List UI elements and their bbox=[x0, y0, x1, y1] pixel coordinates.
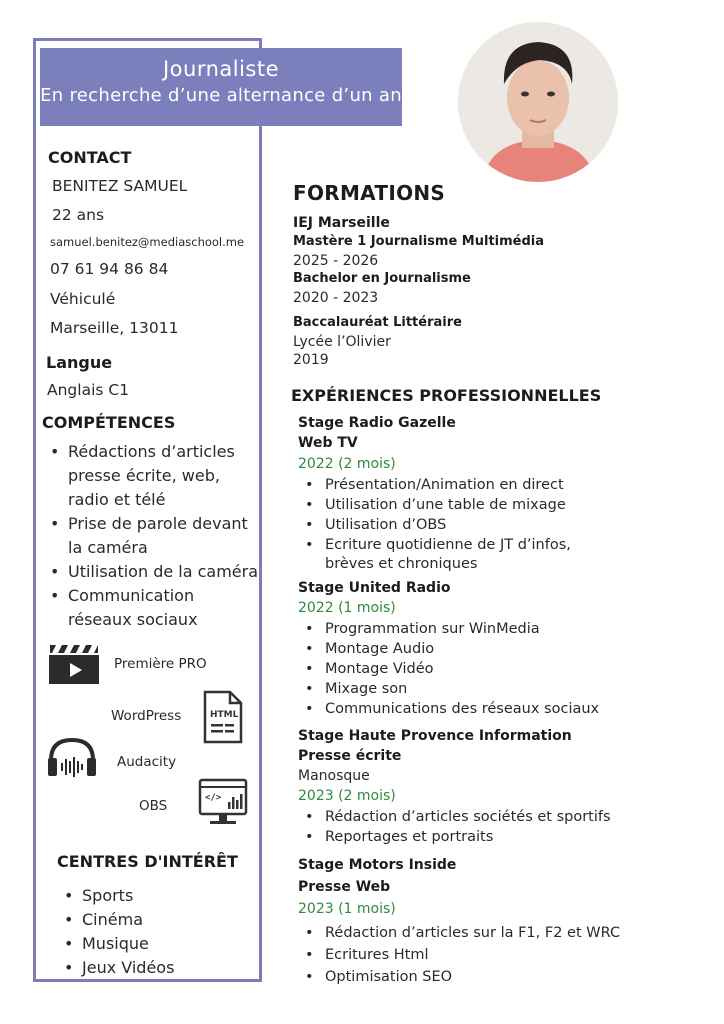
list-item: • Jeux Vidéos bbox=[82, 956, 174, 980]
list-item: • Communication réseaux sociaux bbox=[68, 584, 218, 632]
exp1-title: Stage Radio Gazelle bbox=[298, 415, 456, 431]
list-item: • Communications des réseaux sociaux bbox=[325, 699, 599, 719]
job-subtitle: En recherche d’une alternance d’un an bbox=[40, 85, 402, 106]
interets-list bbox=[62, 884, 174, 980]
exp1-list bbox=[293, 475, 571, 555]
exp3-subtitle: Presse écrite bbox=[298, 748, 402, 764]
contact-heading: CONTACT bbox=[48, 148, 132, 167]
exp3-list bbox=[293, 807, 611, 847]
experiences-heading: EXPÉRIENCES PROFESSIONNELLES bbox=[291, 386, 602, 405]
list-item: • Utilisation d’une table de mixage bbox=[325, 495, 571, 515]
formation-school: IEJ Marseille bbox=[293, 215, 390, 231]
list-item: • Prise de parole devant la caméra bbox=[68, 512, 248, 560]
exp2-title: Stage United Radio bbox=[298, 580, 451, 596]
exp2-date: 2022 (1 mois) bbox=[298, 600, 396, 616]
contact-phone[interactable]: 07 61 94 86 84 bbox=[50, 260, 169, 278]
competences-heading: COMPÉTENCES bbox=[42, 413, 176, 432]
svg-text:HTML: HTML bbox=[210, 710, 239, 720]
list-item: • Musique bbox=[82, 932, 174, 956]
exp2-list bbox=[293, 619, 599, 719]
formation-years3: 2019 bbox=[293, 352, 329, 368]
list-item: • Mixage son bbox=[325, 679, 599, 699]
list-item: • Optimisation SEO bbox=[325, 966, 620, 988]
list-item: • Utilisation de la caméra bbox=[68, 560, 264, 584]
exp1-date: 2022 (2 mois) bbox=[298, 456, 396, 472]
list-item: • Rédaction d’articles sur la F1, F2 et WRC bbox=[325, 922, 620, 944]
exp4-list bbox=[293, 922, 620, 988]
job-title: Journaliste bbox=[162, 57, 280, 81]
exp4-subtitle: Presse Web bbox=[298, 879, 391, 895]
contact-email[interactable]: samuel.benitez@mediaschool.me bbox=[50, 235, 245, 249]
software-wordpress: WordPress bbox=[111, 708, 182, 724]
formation-degree1: Mastère 1 Journalisme Multimédia bbox=[293, 234, 545, 249]
profile-photo bbox=[458, 22, 618, 182]
langue-heading: Langue bbox=[46, 353, 113, 372]
contact-age: 22 ans bbox=[52, 206, 105, 224]
formation-school3: Lycée l’Olivier bbox=[293, 334, 391, 350]
exp3-date: 2023 (2 mois) bbox=[298, 788, 396, 804]
code-monitor-icon bbox=[198, 778, 248, 832]
list-item: • Ecritures Html bbox=[325, 944, 620, 966]
interets-heading: CENTRES D'INTÉRÊT bbox=[57, 852, 238, 871]
html-file-icon bbox=[202, 690, 244, 748]
contact-city: Marseille, 13011 bbox=[50, 319, 179, 337]
list-item: • Sports bbox=[82, 884, 174, 908]
exp3-title: Stage Haute Provence Information bbox=[298, 728, 572, 744]
software-audacity: Audacity bbox=[117, 754, 177, 770]
software-premiere: Première PRO bbox=[114, 656, 207, 672]
list-item: • Présentation/Animation en direct bbox=[325, 475, 571, 495]
formation-years2: 2020 - 2023 bbox=[293, 290, 379, 306]
exp1-subtitle: Web TV bbox=[298, 435, 358, 451]
contact-name: BENITEZ SAMUEL bbox=[52, 177, 188, 195]
exp4-title: Stage Motors Inside bbox=[298, 857, 457, 873]
list-item: • Rédaction d’articles sociétés et sportifs bbox=[325, 807, 611, 827]
list-item: • Utilisation d’OBS bbox=[325, 515, 571, 535]
list-item: • Reportages et portraits bbox=[325, 827, 611, 847]
list-item: • Ecriture quotidienne de JT d’infos, bbox=[325, 535, 571, 555]
svg-text:</>: </> bbox=[205, 793, 222, 803]
formation-degree2: Bachelor en Journalisme bbox=[293, 271, 471, 286]
exp1-item-continuation: brèves et chroniques bbox=[325, 556, 478, 572]
clapperboard-icon bbox=[48, 643, 100, 689]
headphones-icon bbox=[46, 736, 98, 782]
exp3-location: Manosque bbox=[298, 768, 370, 784]
formations-heading: FORMATIONS bbox=[293, 181, 446, 205]
formation-degree3: Baccalauréat Littéraire bbox=[293, 315, 462, 330]
contact-vehicle: Véhiculé bbox=[50, 290, 116, 308]
list-item: • Rédactions d’articles presse écrite, web, radio et télé bbox=[68, 440, 264, 512]
list-item: • Programmation sur WinMedia bbox=[325, 619, 599, 639]
langue-value: Anglais C1 bbox=[47, 381, 130, 399]
title-banner bbox=[40, 48, 402, 126]
competences-list bbox=[46, 440, 264, 632]
list-item: • Montage Audio bbox=[325, 639, 599, 659]
exp4-date: 2023 (1 mois) bbox=[298, 901, 396, 917]
software-obs: OBS bbox=[139, 798, 168, 814]
list-item: • Cinéma bbox=[82, 908, 174, 932]
formation-years1: 2025 - 2026 bbox=[293, 253, 379, 269]
list-item: • Montage Vidéo bbox=[325, 659, 599, 679]
